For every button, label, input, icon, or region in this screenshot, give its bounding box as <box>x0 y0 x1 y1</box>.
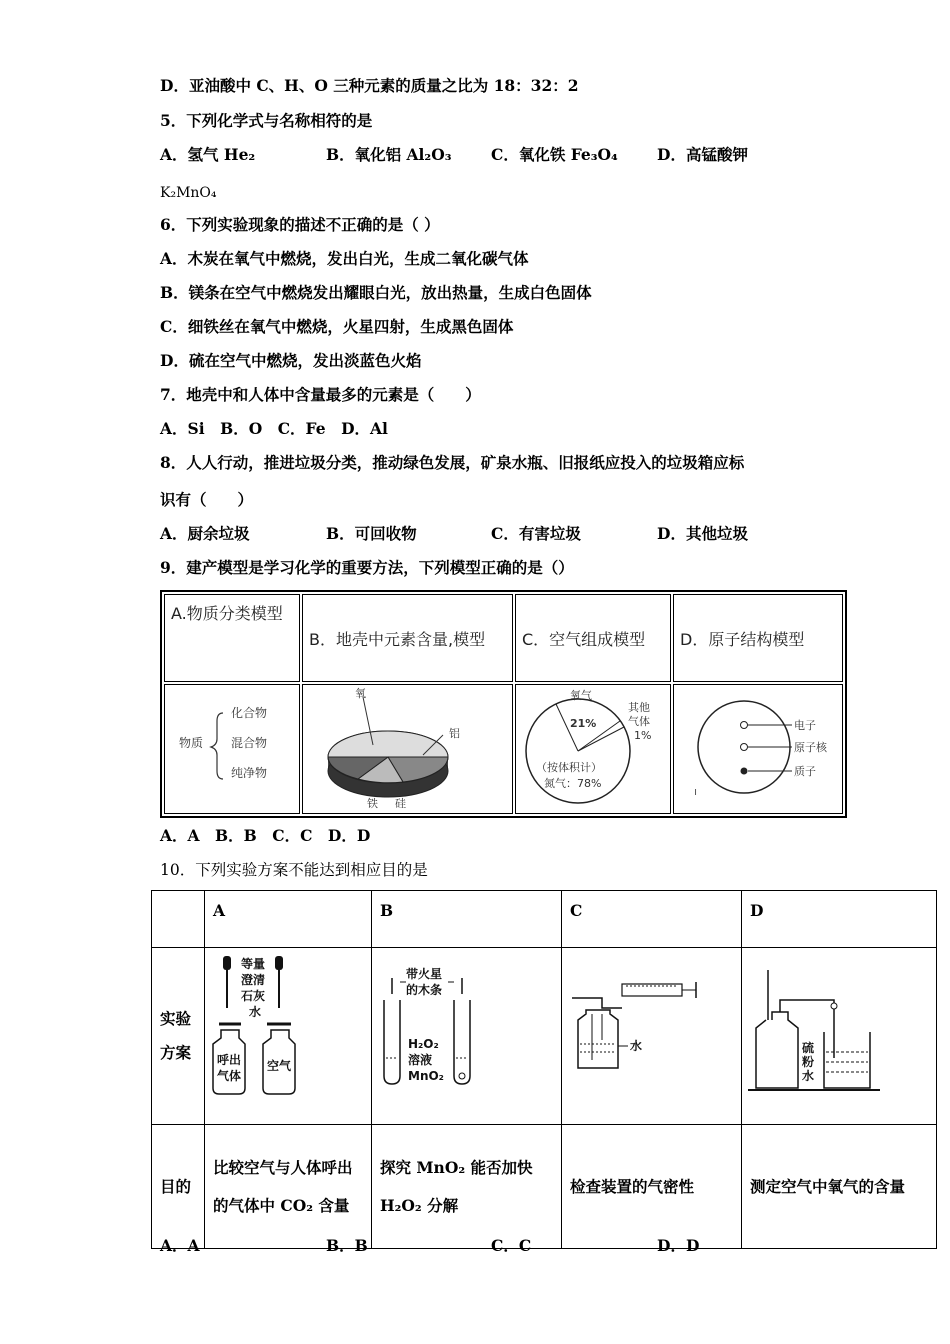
b-sol-l1: H₂O₂ <box>408 1037 439 1051</box>
q5-option-d-cont: K₂MnO₄ <box>160 185 217 201</box>
q9-model-a <box>164 684 300 814</box>
b-label-l2: 的木条 <box>406 983 443 997</box>
q10-apparatus-d <box>742 948 937 1125</box>
q10-option-c: C．C <box>491 1236 532 1255</box>
q5-option-c: C．氧化铁 Fe₃O₄ <box>491 145 618 164</box>
q5-stem: 5．下列化学式与名称相符的是 <box>160 111 373 130</box>
q8-option-a: A．厨余垃圾 <box>160 524 250 543</box>
q8-stem: 8．人人行动，推进垃圾分类，推动绿色发展，矿泉水瓶、旧报纸应投入的垃圾箱应标 <box>160 453 745 472</box>
b-label-l1: 带火星 <box>406 967 443 981</box>
q10-option-a: A．A <box>160 1236 200 1255</box>
q9-header-d-text: D．原子结构模型 <box>680 629 805 649</box>
q9-header-b-text: B．地壳中元素含量,模型 <box>309 629 486 649</box>
q10-head-d: D <box>742 891 937 948</box>
q9-model-b <box>302 684 513 814</box>
q8-stem-cont: 识有（ ） <box>160 490 254 509</box>
q5-option-d: D．高锰酸钾 <box>657 145 748 164</box>
q10-purpose-c: 检查装置的气密性 <box>562 1125 742 1249</box>
model-c-basis: （按体积计） <box>536 761 602 774</box>
q10-apparatus-c <box>562 948 742 1125</box>
q7-stem: 7．地壳中和人体中含量最多的元素是（ ） <box>160 385 481 404</box>
q10-option-b: B．B <box>326 1236 368 1255</box>
q9-header-a-text: A.物质分类模型 <box>171 604 283 623</box>
model-b-label-si: 硅 <box>395 797 406 809</box>
model-d-mark: ı <box>694 785 698 798</box>
q9-model-d <box>673 684 843 814</box>
q6-option-a: A．木炭在氧气中燃烧，发出白光，生成二氧化碳气体 <box>160 249 529 268</box>
a-dropper-l4: 水 <box>249 1005 262 1019</box>
q7-options: A．Si B．O C．Fe D．Al <box>160 419 388 438</box>
q10-row-label-scheme <box>152 948 205 1125</box>
q8-option-b: B．可回收物 <box>326 524 417 543</box>
q9-header-c <box>515 594 671 682</box>
model-d-electron: 电子 <box>794 719 816 732</box>
d-label-1: 硫 <box>802 1041 815 1055</box>
brace-icon <box>211 713 223 779</box>
model-d-proton: 质子 <box>794 765 816 778</box>
q9-header-d <box>673 594 843 682</box>
q9-header-a <box>164 594 300 682</box>
apparatus-c-diagram <box>562 948 741 1120</box>
model-b-label-al: 铝 <box>449 727 460 740</box>
q10-head-b: B <box>372 891 562 948</box>
q6-option-d: D．硫在空气中燃烧，发出淡蓝色火焰 <box>160 351 422 370</box>
q9-model-c <box>515 684 671 814</box>
q6-option-c: C．细铁丝在氧气中燃烧，火星四射，生成黑色固体 <box>160 317 514 336</box>
q6-option-b: B．镁条在空气中燃烧发出耀眼白光，放出热量，生成白色固体 <box>160 283 592 302</box>
q10-stem: 10．下列实验方案不能达到相应目的是 <box>160 861 428 879</box>
q8-option-c: C．有害垃圾 <box>491 524 581 543</box>
a-dropper-l2: 澄清 <box>241 973 266 987</box>
model-c-other: 其他 <box>628 701 650 714</box>
q9-header-c-text: C．空气组成模型 <box>522 629 646 649</box>
model-a-root: 物质 <box>179 736 204 750</box>
q5-option-a: A．氢气 He₂ <box>160 145 256 164</box>
a-bottle1-l2: 气体 <box>217 1069 242 1083</box>
q8-option-d: D．其他垃圾 <box>657 524 748 543</box>
apparatus-b-diagram <box>372 948 561 1120</box>
atom-structure-diagram <box>674 685 842 809</box>
model-c-other-pct: 1% <box>634 729 652 742</box>
apparatus-d-diagram <box>742 948 936 1120</box>
model-b-label-o: 氧 <box>355 687 366 700</box>
model-a-item-2: 混合物 <box>231 736 268 750</box>
q4-option-d: D．亚油酸中 C、H、O 三种元素的质量之比为 18：32：2 <box>160 76 579 95</box>
q9-header-b <box>302 594 513 682</box>
q5-option-b: B．氧化铝 Al₂O₃ <box>326 145 452 164</box>
model-d-nucleus: 原子核 <box>794 741 827 754</box>
b-sol-l2: 溶液 <box>408 1053 433 1067</box>
q10-head-c: C <box>562 891 742 948</box>
q10-row-label-scheme-text: 实验方案 <box>160 1009 192 1062</box>
crust-pie-diagram <box>303 685 512 809</box>
q10-apparatus-a <box>205 948 372 1125</box>
a-dropper-l1: 等量 <box>241 957 266 971</box>
model-b-label-fe: 铁 <box>367 797 378 809</box>
apparatus-a-diagram <box>205 948 371 1120</box>
model-c-n2: 氮气：78% <box>544 777 602 790</box>
air-composition-diagram <box>516 685 670 809</box>
a-bottle1-l1: 呼出 <box>217 1053 242 1067</box>
q10-apparatus-b <box>372 948 562 1125</box>
q10-head-a: A <box>205 891 372 948</box>
c-label-water: 水 <box>630 1039 643 1053</box>
q9-model-table <box>160 590 847 818</box>
q10-row-label-purpose: 目的 <box>152 1125 205 1249</box>
d-label-2: 粉 <box>802 1055 815 1069</box>
model-c-o2-pct: 21% <box>570 717 597 730</box>
model-a-item-3: 纯净物 <box>231 766 268 780</box>
classification-diagram <box>165 685 299 809</box>
a-bottle2: 空气 <box>267 1059 292 1073</box>
model-a-item-1: 化合物 <box>231 706 268 720</box>
model-c-o2: 氧气 <box>570 689 592 702</box>
b-sol-l3: MnO₂ <box>408 1069 444 1083</box>
model-c-other2: 气体 <box>628 715 650 728</box>
q6-stem: 6．下列实验现象的描述不正确的是（ ） <box>160 215 440 234</box>
q10-purpose-d: 测定空气中氧气的含量 <box>742 1125 937 1249</box>
q10-option-d: D．D <box>657 1236 700 1255</box>
q10-purpose-a: 比较空气与人体呼出的气体中 CO₂ 含量 <box>205 1125 372 1249</box>
q10-experiment-table <box>151 890 937 1249</box>
q9-stem: 9．建产模型是学习化学的重要方法，下列模型正确的是（） <box>160 558 574 577</box>
q9-options: A．A B．B C．C D．D <box>160 826 371 845</box>
d-label-3: 水 <box>802 1069 815 1083</box>
a-dropper-l3: 石灰 <box>241 989 266 1003</box>
q10-purpose-b: 探究 MnO₂ 能否加快 H₂O₂ 分解 <box>372 1125 562 1249</box>
q10-corner-cell <box>152 891 205 948</box>
